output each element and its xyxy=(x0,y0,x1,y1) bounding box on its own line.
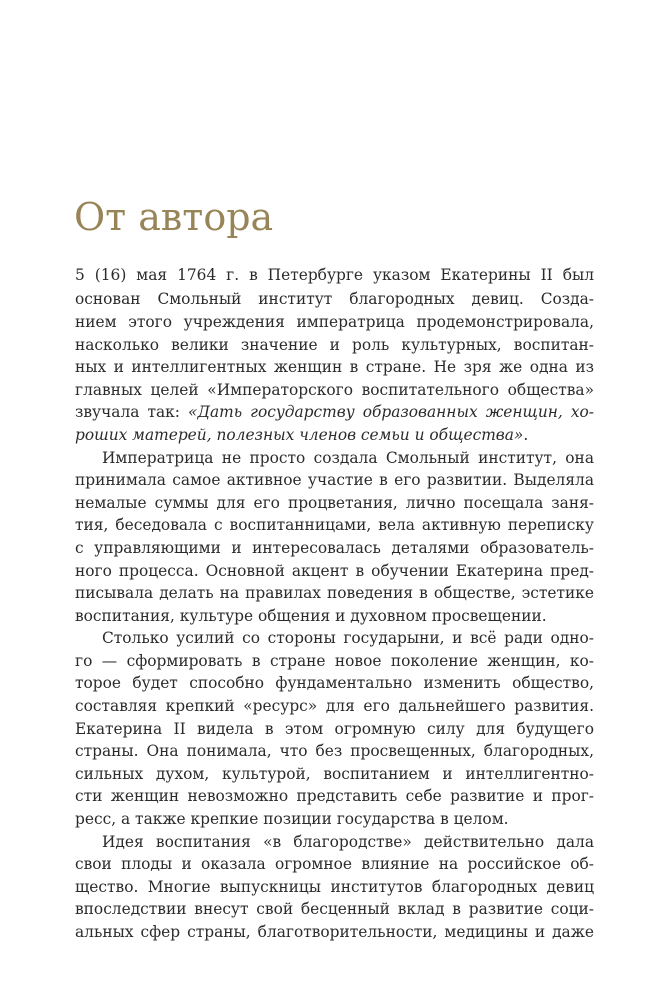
text-line xyxy=(75,582,594,605)
line-text: составляя крепкий «ресурс» для его дальнейшего развития. xyxy=(75,697,594,716)
text-line xyxy=(75,898,594,921)
text-line xyxy=(75,695,594,718)
line-text: ресс, а также крепкие позиции государства в целом. xyxy=(75,810,509,829)
text-line xyxy=(75,379,594,402)
text-line xyxy=(75,447,594,470)
text-line xyxy=(75,921,594,944)
line-text: основан Смольный институт благородных девиц. Созда- xyxy=(75,290,594,309)
line-text: воспитания, культуре общения и духовном просвещении. xyxy=(75,606,547,625)
line-text: го — сформировать в стране новое поколение женщин, ко- xyxy=(75,651,594,670)
text-line xyxy=(75,650,594,673)
line-text: сти женщин невозможно представить себе развитие и прог- xyxy=(75,787,594,806)
line-text: нием этого учреждения императрица продемонстрировала, xyxy=(75,312,594,331)
text-line xyxy=(75,311,594,334)
line-text: немалые суммы для его процветания, лично посещала заня- xyxy=(75,493,594,512)
text-line xyxy=(75,876,594,899)
italic-quote-text: «Дать государству образованных женщин, хо- xyxy=(188,403,595,422)
line-text: щество. Многие выпускницы институтов благородных девиц xyxy=(75,877,594,896)
line-text: принимала самое активное участие в его развитии. Выделяла xyxy=(75,471,594,490)
line-text: писывала делать на правилах поведения в обществе, эстетике xyxy=(75,584,594,603)
text-line xyxy=(75,672,594,695)
line-text: . xyxy=(523,425,529,444)
text-line xyxy=(75,334,594,357)
line-text: насколько велики значение и роль культурных, воспитан- xyxy=(75,335,594,354)
line-text: с управляющими и интересовалась деталями образователь- xyxy=(75,538,594,557)
text-line xyxy=(75,537,594,560)
line-text: торое будет способно фундаментально изменить общество, xyxy=(75,674,594,693)
line-text: 5 (16) мая 1764 г. в Петербурге указом Екатерины II был xyxy=(75,266,594,284)
line-text: альных сфер страны, благотворительности, медицины и даже xyxy=(75,923,594,942)
text-line xyxy=(75,853,594,876)
text-line xyxy=(75,356,594,379)
text-line xyxy=(75,785,594,808)
text-line xyxy=(75,469,594,492)
text-line xyxy=(75,492,594,515)
text-line xyxy=(75,718,594,741)
italic-quote-text: роших матерей, полезных членов семьи и общества» xyxy=(75,425,524,444)
text-line xyxy=(75,424,594,447)
line-text: Императрица не просто создала Смольный институт, она xyxy=(102,448,594,467)
text-line xyxy=(75,560,594,583)
text-line xyxy=(75,808,594,831)
line-text: главных целей «Императорского воспитательного общества» xyxy=(75,380,594,399)
line-text: ных и интеллигентных женщин в стране. Не зря же одна из xyxy=(75,358,594,377)
line-text: тия, беседовала с воспитанницами, вела активную переписку xyxy=(75,516,594,535)
text-line xyxy=(75,740,594,763)
line-text: Столько усилий со стороны государыни, и всё ради одно- xyxy=(102,629,594,648)
line-text: ного процесса. Основной акцент в обучении Екатерина пред- xyxy=(75,561,594,580)
text-line xyxy=(75,514,594,537)
text-line xyxy=(75,627,594,650)
line-text: сильных духом, культурой, воспитанием и интеллигентно- xyxy=(75,764,594,783)
line-text: страны. Она понимала, что без просвещенных, благородных, xyxy=(75,742,594,761)
text-line xyxy=(75,605,594,628)
paragraph xyxy=(75,627,594,830)
line-text: звучала так: xyxy=(75,403,189,422)
line-text: Екатерина II видела в этом огромную силу для будущего xyxy=(75,719,594,738)
paragraph xyxy=(75,264,594,447)
chapter-title: От автора xyxy=(74,195,274,239)
line-text: впоследствии внесут свой бесценный вклад в развитие соци- xyxy=(75,900,594,919)
text-line xyxy=(75,264,594,288)
paragraph xyxy=(75,831,594,944)
line-text: Идея воспитания «в благородстве» действительно дала xyxy=(102,832,594,851)
paragraph xyxy=(75,447,594,628)
text-line xyxy=(75,763,594,786)
line-text: свои плоды и оказала огромное влияние на российское об- xyxy=(75,855,594,874)
text-line xyxy=(75,831,594,854)
text-line xyxy=(75,401,594,424)
body-text xyxy=(75,264,594,944)
text-line xyxy=(75,288,594,311)
